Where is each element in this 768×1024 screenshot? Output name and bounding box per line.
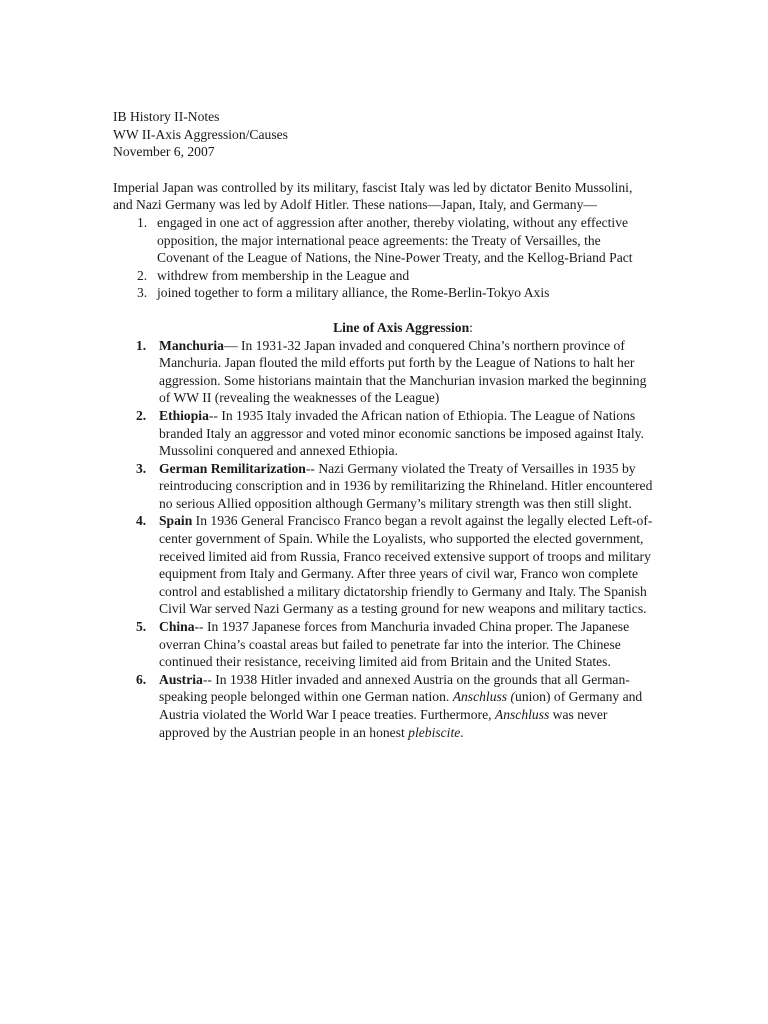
aggression-term: Spain bbox=[159, 513, 193, 529]
aggression-number: 1. bbox=[136, 337, 147, 353]
list-number: 3. bbox=[137, 285, 148, 301]
aggression-number: 3. bbox=[136, 460, 147, 476]
aggression-text: In 1937 Japanese forces from Manchuria invaded China proper. The Japanese overran China’s coastal areas but failed to penetrate far into the interior. The Chinese continued their resistance, receiving limited aid from Britain and the United States. bbox=[159, 619, 630, 670]
section-heading bbox=[113, 319, 653, 337]
list-item bbox=[113, 284, 653, 302]
list-item bbox=[113, 214, 653, 267]
list-item-text: withdrew from membership in the League and bbox=[157, 267, 410, 283]
aggression-item bbox=[113, 512, 653, 618]
anschluss-term: Anschluss ( bbox=[452, 689, 516, 705]
aggression-separator: -- bbox=[305, 460, 319, 476]
list-item-text: joined together to form a military alliance, the Rome-Berlin-Tokyo Axis bbox=[157, 285, 550, 301]
aggression-number: 4. bbox=[136, 513, 147, 529]
section-heading-text: Line of Axis Aggression bbox=[333, 319, 470, 335]
aggression-text: was never approved by the Austrian people in an honest bbox=[159, 707, 608, 740]
aggression-number: 2. bbox=[136, 407, 147, 423]
anschluss-term: Anschluss bbox=[494, 707, 550, 722]
aggression-text: In 1931-32 Japan invaded and conquered China’s northern province of Manchuria. Japan flouted the mild efforts put forth by the League of Nations to halt her aggression. Some historians maintain that the Manchurian invasion marked the beginning of WW II (revealing the weaknesses of the League) bbox=[159, 337, 647, 406]
aggression-term: Ethiopia bbox=[159, 407, 209, 423]
aggression-text: In 1938 Hitler invaded and annexed Austria on the grounds that all German-speaking people belonged within one German nation. bbox=[159, 671, 630, 705]
aggression-term: Austria bbox=[159, 671, 203, 687]
document-date: November 6, 2007 bbox=[113, 144, 215, 160]
list-number: 2. bbox=[137, 267, 148, 283]
aggression-text: In 1936 General Francisco Franco began a revolt against the legally elected Left-of-center government of Spain. While the Loyalists, who supported the elected government, received limited aid from Russia, Franco received extensive support of troops and military equipment from Italy and Germany. After three years of civil war, Franco won complete control and established a military dictatorship friendly to Germany and Italy. The Spanish Civil War served Nazi Germany as a testing ground for new weapons and military tactics. bbox=[159, 513, 653, 617]
aggression-item bbox=[113, 407, 653, 460]
course-title: IB History II-Notes bbox=[113, 109, 220, 124]
aggression-text: . bbox=[460, 724, 464, 740]
list-item-text: engaged in one act of aggression after another, thereby violating, without any effective opposition, the major international peace agreements: the Treaty of Versailles, the Covenant of the League of Nations, the Nine-Power Treaty, and the Kellog-Briand Pact bbox=[157, 214, 633, 266]
intro-list bbox=[113, 214, 653, 302]
aggression-list bbox=[113, 337, 653, 742]
aggression-text: union) of Germany and Austria violated the World War I peace treaties. Furthermore, bbox=[159, 689, 643, 722]
topic-title: WW II-Axis Aggression/Causes bbox=[113, 126, 288, 142]
aggression-text: Nazi Germany violated the Treaty of Versailles in 1935 by reintroducing conscription and in 1936 by remilitarizing the Rhineland. Hitler encountered no serious Allied opposition although Germany’s military strength was then still slight. bbox=[159, 460, 653, 511]
aggression-text: In 1935 Italy invaded the African nation of Ethiopia. The League of Nations branded Italy an aggressor and voted minor economic sanctions be imposed against Italy. Mussolini conquered and annexed Ethiopia. bbox=[159, 407, 644, 459]
aggression-term: German Remilitarization bbox=[159, 460, 306, 476]
aggression-item bbox=[113, 618, 653, 671]
aggression-separator: -- bbox=[208, 407, 222, 423]
document-page bbox=[113, 108, 653, 741]
aggression-separator: — bbox=[223, 337, 241, 353]
plebiscite-term: plebiscite bbox=[408, 724, 461, 740]
aggression-number: 5. bbox=[136, 619, 147, 635]
aggression-item bbox=[113, 337, 653, 407]
list-number: 1. bbox=[137, 214, 148, 230]
section-heading-colon: : bbox=[469, 319, 473, 335]
aggression-item bbox=[113, 671, 653, 741]
aggression-term: Manchuria bbox=[159, 337, 224, 353]
aggression-term: China bbox=[159, 619, 195, 635]
aggression-separator: -- bbox=[202, 671, 216, 687]
aggression-number: 6. bbox=[136, 671, 147, 687]
document-header bbox=[113, 108, 653, 161]
list-item bbox=[113, 267, 653, 285]
intro-paragraph: Imperial Japan was controlled by its military, fascist Italy was led by dictator Benito Mussolini, and Nazi Germany was led by Adolf Hitler. These nations—Japan, Italy, and Germany— bbox=[113, 179, 633, 213]
aggression-separator: -- bbox=[194, 619, 207, 635]
aggression-item bbox=[113, 460, 653, 513]
